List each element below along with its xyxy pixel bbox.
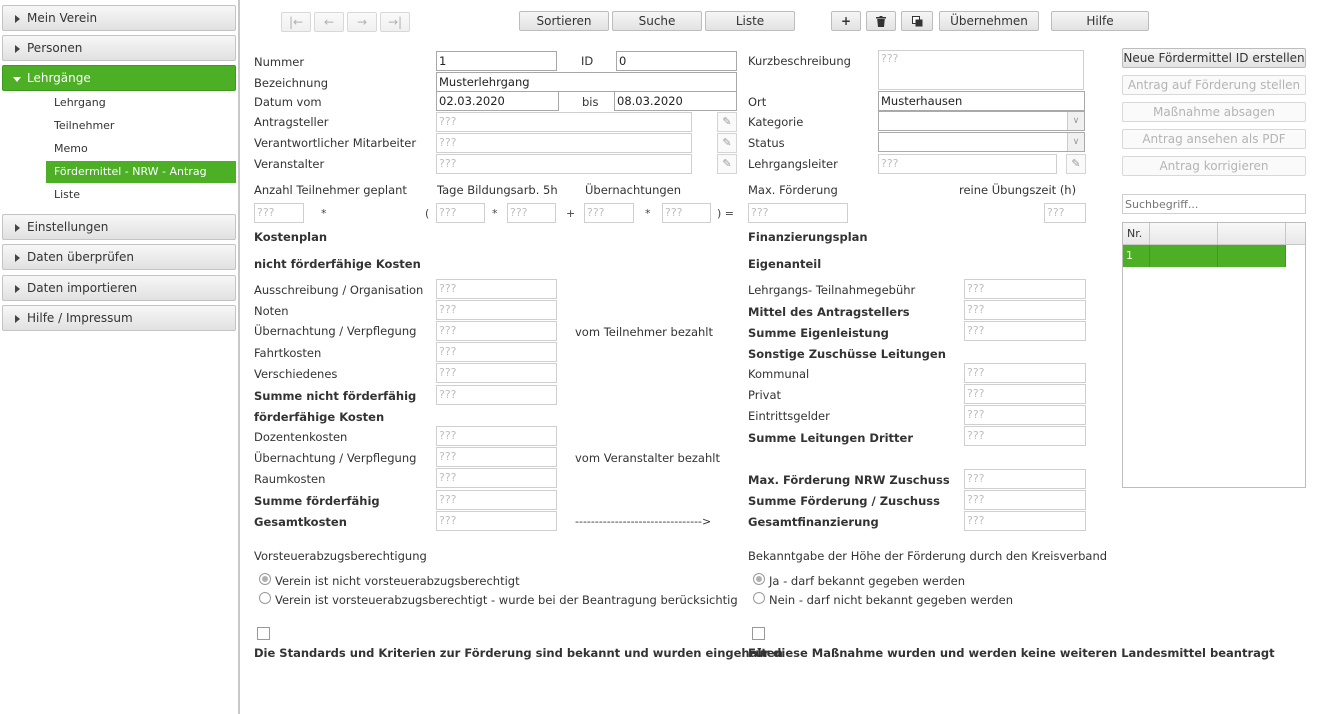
bezeichnung-field[interactable]: Musterlehrgang [436, 72, 737, 92]
eintritt-field[interactable]: ??? [964, 405, 1086, 425]
vorsteuer-ja-radio[interactable] [259, 592, 271, 604]
open-paren: ( [425, 207, 430, 220]
neue-foerdermittel-id-button[interactable]: Neue Fördermittel ID erstellen [1122, 48, 1306, 68]
tage-field[interactable]: ??? [436, 203, 485, 223]
kurzbeschreibung-field[interactable]: ??? [878, 50, 1084, 90]
uebernachtung-teilnehmer-field[interactable]: ??? [436, 321, 557, 341]
chevron-right-icon [15, 45, 20, 53]
summe-foerderung-field[interactable]: ??? [964, 490, 1086, 510]
summe-eigen-field[interactable]: ??? [964, 321, 1086, 341]
gesamtkosten-field[interactable]: ??? [436, 511, 557, 531]
foerderfaehig-title: förderfähige Kosten [254, 410, 385, 424]
apply-button[interactable]: Übernehmen [939, 11, 1039, 31]
edit-veranstalter-button[interactable] [717, 154, 737, 174]
sidebar-section-hilfe[interactable]: Hilfe / Impressum [2, 305, 236, 331]
nicht-foerderfaehig-title: nicht förderfähige Kosten [254, 257, 421, 271]
summe-ff-label: Summe förderfähig [254, 494, 380, 508]
trash-icon [876, 16, 886, 27]
sidebar-section-lehrgaenge[interactable]: Lehrgänge [2, 65, 236, 91]
pencil-icon: ✎ [722, 115, 732, 128]
sidebar [0, 0, 240, 714]
kommunal-label: Kommunal [748, 367, 810, 381]
chevron-right-icon [15, 285, 20, 293]
summe-foerderung-label: Summe Förderung / Zuschuss [748, 494, 940, 508]
noten-label: Noten [254, 304, 289, 318]
multiply-sign: * [492, 207, 498, 220]
massnahme-absagen-button[interactable]: Maßnahme absagen [1122, 102, 1306, 122]
summe-dritter-field[interactable]: ??? [964, 426, 1086, 446]
sidebar-item-memo[interactable]: Memo [54, 142, 88, 155]
standards-checkbox[interactable] [257, 627, 270, 640]
first-record-button[interactable] [281, 12, 311, 32]
max-foerderung-label: Max. Förderung [748, 183, 838, 197]
delete-button[interactable] [866, 11, 896, 31]
last-icon: →| [387, 15, 403, 29]
mittel-label: Mittel des Antragstellers [748, 305, 910, 319]
max-nrw-field[interactable]: ??? [964, 469, 1086, 489]
help-button[interactable]: Hilfe [1051, 11, 1149, 31]
verschiedenes-field[interactable]: ??? [436, 363, 557, 383]
max-foerderung-field[interactable]: ??? [748, 203, 848, 223]
ort-field[interactable]: Musterhausen [878, 91, 1085, 111]
table-cell [1217, 245, 1286, 267]
table-header [1123, 223, 1305, 245]
prev-icon: ← [323, 15, 335, 29]
privat-field[interactable]: ??? [964, 384, 1086, 404]
sidebar-section-daten-ueberpruefen[interactable]: Daten überprüfen [2, 244, 236, 270]
antrag-korrigieren-button[interactable]: Antrag korrigieren [1122, 156, 1306, 176]
search-input[interactable] [1122, 194, 1306, 214]
vorsteuer-title: Vorsteuerabzugsberechtigung [254, 549, 427, 563]
eintritt-label: Eintrittsgelder [748, 409, 830, 423]
uebernachtung-veranstalter-label: Übernachtung / Verpflegung [254, 451, 417, 465]
kurzbeschreibung-label: Kurzbeschreibung [748, 54, 851, 68]
datum-bis-field[interactable]: 08.03.2020 [614, 91, 737, 111]
search-button[interactable]: Suche [612, 11, 702, 31]
bekanntgabe-nein-radio[interactable] [753, 592, 765, 604]
landesmittel-checkbox[interactable] [752, 627, 765, 640]
teilnehmer-field[interactable]: ??? [254, 203, 304, 223]
landesmittel-label: Für diese Maßnahme wurden und werden keine weiteren Landesmittel beantragt [748, 646, 1275, 660]
gesamtfinanzierung-label: Gesamtfinanzierung [748, 515, 879, 529]
table-cell [1149, 245, 1218, 267]
chevron-right-icon [15, 254, 20, 262]
prev-record-button[interactable] [314, 12, 344, 32]
gesamtkosten-label: Gesamtkosten [254, 515, 347, 529]
fahrtkosten-label: Fahrtkosten [254, 346, 322, 360]
chevron-right-icon [15, 15, 20, 23]
vorsteuer-ja-label: Verein ist vorsteuerabzugsberechtigt - wurde bei der Beantragung berücksichtig [275, 593, 738, 607]
table-header-col3[interactable] [1217, 223, 1286, 244]
sort-button[interactable]: Sortieren [519, 11, 609, 31]
summe-ff-field[interactable]: ??? [436, 490, 557, 510]
sidebar-item-teilnehmer[interactable]: Teilnehmer [54, 119, 115, 132]
id-field[interactable]: 0 [616, 51, 737, 71]
bekanntgabe-ja-label: Ja - darf bekannt gegeben werden [769, 574, 966, 588]
sidebar-section-daten-importieren[interactable]: Daten importieren [2, 275, 236, 301]
kommunal-field[interactable]: ??? [964, 363, 1086, 383]
add-button[interactable]: + [831, 11, 861, 31]
sidebar-section-mein-verein[interactable]: Mein Verein [2, 5, 236, 31]
veranstalter-field[interactable]: ??? [436, 154, 692, 174]
summe-nicht-label: Summe nicht förderfähig [254, 389, 417, 403]
bekanntgabe-nein-label: Nein - darf nicht bekannt gegeben werden [769, 593, 1014, 607]
copy-button[interactable] [901, 11, 933, 31]
eigenanteil-title: Eigenanteil [748, 257, 822, 271]
plus-sign: + [566, 207, 576, 220]
pencil-icon: ✎ [722, 157, 732, 170]
pencil-icon: ✎ [1071, 157, 1081, 170]
chevron-down-icon [13, 77, 21, 82]
kategorie-label: Kategorie [748, 115, 804, 129]
antragsteller-label: Antragsteller [254, 115, 329, 129]
pencil-icon: ✎ [722, 136, 732, 149]
chevron-down-icon: ∨ [1067, 133, 1084, 151]
edit-lehrgangsleiter-button[interactable] [1066, 154, 1086, 174]
kostenplan-title: Kostenplan [254, 230, 328, 244]
vorsteuer-nicht-radio[interactable] [259, 573, 271, 585]
status-label: Status [748, 136, 785, 150]
max-nrw-label: Max. Förderung NRW Zuschuss [748, 473, 950, 487]
sidebar-section-einstellungen[interactable]: Einstellungen [2, 214, 236, 240]
datum-label: Datum vom [254, 95, 322, 109]
noten-field[interactable]: ??? [436, 300, 557, 320]
verantwortlich-field[interactable]: ??? [436, 133, 692, 153]
uebernachtungen-field[interactable]: ??? [584, 203, 634, 223]
edit-antragsteller-button[interactable] [717, 112, 737, 132]
uebernachtung-teilnehmer-label: Übernachtung / Verpflegung [254, 324, 417, 338]
uebernachtungen-factor-field[interactable]: ??? [662, 203, 711, 223]
next-record-button[interactable] [347, 12, 377, 32]
results-table [1122, 222, 1306, 488]
table-row[interactable] [1123, 245, 1286, 267]
teilnehmer-label: Anzahl Teilnehmer geplant [254, 183, 407, 197]
first-icon: |← [288, 15, 304, 29]
list-button[interactable]: Liste [705, 11, 795, 31]
standards-label: Die Standards und Kriterien zur Förderung sind bekannt und wurden eingehalten [254, 646, 783, 660]
nummer-label: Nummer [254, 55, 305, 69]
bekanntgabe-ja-radio[interactable] [753, 573, 765, 585]
chevron-right-icon [15, 315, 20, 323]
next-icon: → [356, 15, 368, 29]
vom-teilnehmer-label: vom Teilnehmer bezahlt [575, 325, 713, 339]
sonstige-title: Sonstige Zuschüsse Leitungen [748, 347, 946, 361]
tage-label: Tage Bildungsarb. 5h [437, 183, 558, 197]
vom-veranstalter-label: vom Veranstalter bezahlt [575, 451, 720, 465]
uebernachtung-veranstalter-field[interactable]: ??? [436, 447, 557, 467]
lehrgangsleiter-field[interactable]: ??? [878, 154, 1057, 174]
chevron-right-icon [15, 224, 20, 232]
summe-dritter-label: Summe Leitungen Dritter [748, 431, 914, 445]
summe-eigen-label: Summe Eigenleistung [748, 326, 889, 340]
dozentenkosten-label: Dozentenkosten [254, 430, 348, 444]
uebernachtungen-label: Übernachtungen [585, 183, 682, 197]
gesamt-arrow: --------------------------------> [575, 515, 712, 528]
sidebar-item-lehrgang[interactable]: Lehrgang [54, 96, 106, 109]
veranstalter-label: Veranstalter [254, 157, 325, 171]
raumkosten-field[interactable]: ??? [436, 468, 557, 488]
tage-factor-field[interactable]: ??? [507, 203, 556, 223]
ausschreibung-label: Ausschreibung / Organisation [254, 283, 424, 297]
privat-label: Privat [748, 388, 782, 402]
finanzierungsplan-title: Finanzierungsplan [748, 230, 868, 244]
lehrgangsleiter-label: Lehrgangsleiter [748, 157, 838, 171]
kategorie-select[interactable] [878, 111, 1085, 131]
dozentenkosten-field[interactable]: ??? [436, 426, 557, 446]
uebungszeit-label: reine Übungszeit (h) [959, 183, 1077, 197]
close-paren-equals: ) = [717, 207, 735, 220]
sidebar-section-personen[interactable]: Personen [2, 35, 236, 61]
bis-label: bis [582, 95, 599, 109]
gesamtfinanzierung-field[interactable]: ??? [964, 511, 1086, 531]
copy-icon [912, 16, 923, 27]
sidebar-item-liste[interactable]: Liste [54, 188, 80, 201]
ausschreibung-field[interactable]: ??? [436, 279, 557, 299]
lehrgangsgebuehr-label: Lehrgangs- Teilnahmegebühr [748, 283, 916, 297]
edit-verantwortlich-button[interactable] [717, 133, 737, 153]
status-select[interactable] [878, 132, 1085, 152]
summe-nicht-field[interactable]: ??? [436, 385, 557, 405]
multiply-sign: * [645, 207, 651, 220]
lehrgangsgebuehr-field[interactable]: ??? [964, 279, 1086, 299]
mittel-field[interactable]: ??? [964, 300, 1086, 320]
bezeichnung-label: Bezeichnung [254, 76, 329, 90]
verantwortlich-label: Verantwortlicher Mitarbeiter [254, 136, 417, 150]
chevron-down-icon: ∨ [1067, 112, 1084, 130]
antrag-pdf-button[interactable]: Antrag ansehen als PDF [1122, 129, 1306, 149]
fahrtkosten-field[interactable]: ??? [436, 342, 557, 362]
sidebar-item-foerdermittel[interactable]: Fördermittel - NRW - Antrag [46, 161, 236, 183]
nummer-field[interactable]: 1 [436, 51, 557, 71]
last-record-button[interactable] [380, 12, 410, 32]
table-cell-nr: 1 [1123, 245, 1150, 267]
datum-von-field[interactable]: 02.03.2020 [436, 91, 559, 111]
uebungszeit-field[interactable]: ??? [1044, 203, 1086, 223]
table-header-nr[interactable]: Nr. [1123, 223, 1150, 244]
verschiedenes-label: Verschiedenes [254, 367, 338, 381]
multiply-sign: * [321, 207, 327, 220]
antragsteller-field[interactable]: ??? [436, 112, 692, 132]
id-label: ID [581, 54, 594, 68]
antrag-stellen-button[interactable]: Antrag auf Förderung stellen [1122, 75, 1306, 95]
ort-label: Ort [748, 95, 767, 109]
bekanntgabe-title: Bekanntgabe der Höhe der Förderung durch den Kreisverband [748, 549, 1108, 563]
raumkosten-label: Raumkosten [254, 472, 326, 486]
vorsteuer-nicht-label: Verein ist nicht vorsteuerabzugsberechtigt [275, 574, 520, 588]
table-header-col2[interactable] [1149, 223, 1218, 244]
